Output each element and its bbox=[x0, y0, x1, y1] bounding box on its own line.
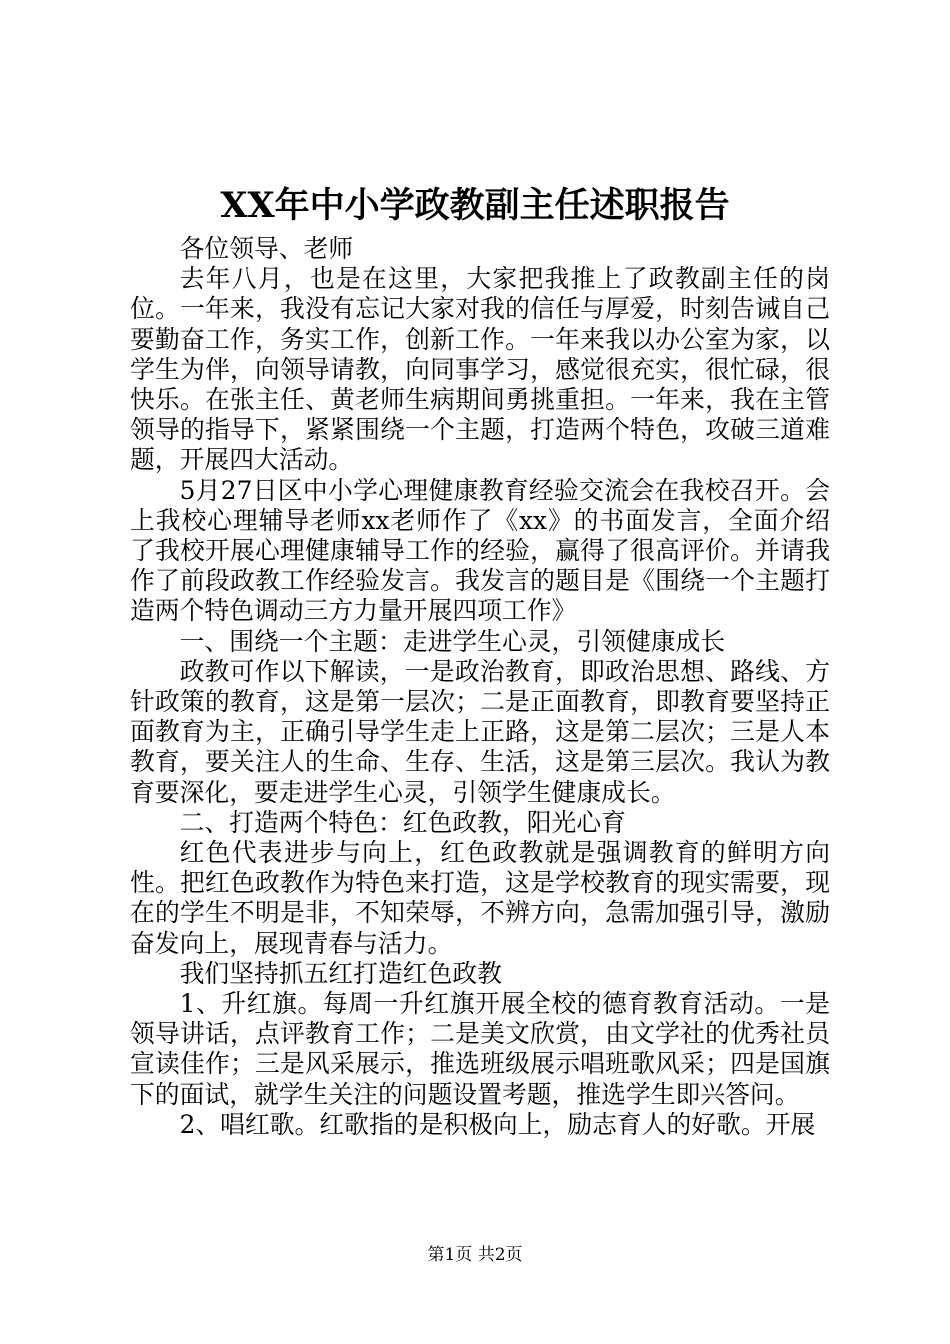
paragraph-salutation: 各位领导、老师 bbox=[179, 234, 354, 263]
paragraph: 5月27日区中小学心理健康教育经验交流会在我校召开。会上我校心理辅导老师xx老师作了《xx》的书面发言，全面介绍了我校开展心理健康辅导工作的经验，赢得了很高评价。并请我作了前段政教工作经验发言。我发言的题目是《围绕一个主题打造两个特色调动三方力量开展四项工作》 bbox=[130, 475, 830, 626]
section-heading: 一、围绕一个主题：走进学生心灵，引领健康成长 bbox=[179, 626, 726, 656]
section-heading: 二、打造两个特色：红色政教，阳光心育 bbox=[179, 807, 626, 837]
paragraph: 红色代表进步与向上，红色政教就是强调教育的鲜明方向性。把红色政教作为特色来打造，这是学校教育的现实需要，现在的学生不明是非，不知荣辱，不辨方向，急需加强引导，激励奋发向上，展现青春与活力。 bbox=[130, 838, 830, 958]
document-title: XX年中小学政教副主任述职报告 bbox=[220, 185, 730, 226]
page-footer: 第1页 共2页 bbox=[427, 1245, 523, 1265]
paragraph: 政教可作以下解读，一是政治教育，即政治思想、路线、方针政策的教育，这是第一层次；二是正面教育，即教育要坚持正面教育为主，正确引导学生走上正路，这是第二层次；三是人本教育，要关注人的生命、生存、生活，这是第三层次。我认为教育要深化，要走进学生心灵，引领学生健康成长。 bbox=[130, 656, 830, 807]
paragraph: 去年八月，也是在这里，大家把我推上了政教副主任的岗位。一年来，我没有忘记大家对我的信任与厚爱，时刻告诫自己要勤奋工作，务实工作，创新工作。一年来我以办公室为家，以学生为伴，向领导请教，向同事学习，感觉很充实，很忙碌，很快乐。在张主任、黄老师生病期间勇挑重担。一年来，我在主管领导的指导下，紧紧围绕一个主题，打造两个特色，攻破三道难题，开展四大活动。 bbox=[130, 264, 830, 475]
paragraph: 1、升红旗。每周一升红旗开展全校的德育教育活动。一是领导讲话，点评教育工作；二是美文欣赏，由文学社的优秀社员宣读佳作；三是风采展示，推选班级展示唱班歌风采；四是国旗下的面试，就学生关注的问题设置考题，推选学生即兴答问。 bbox=[130, 989, 830, 1109]
paragraph: 我们坚持抓五红打造红色政教 bbox=[179, 958, 502, 988]
paragraph: 2、唱红歌。红歌指的是积极向上，励志育人的好歌。开展 bbox=[179, 1109, 816, 1139]
document-body bbox=[130, 234, 830, 1140]
